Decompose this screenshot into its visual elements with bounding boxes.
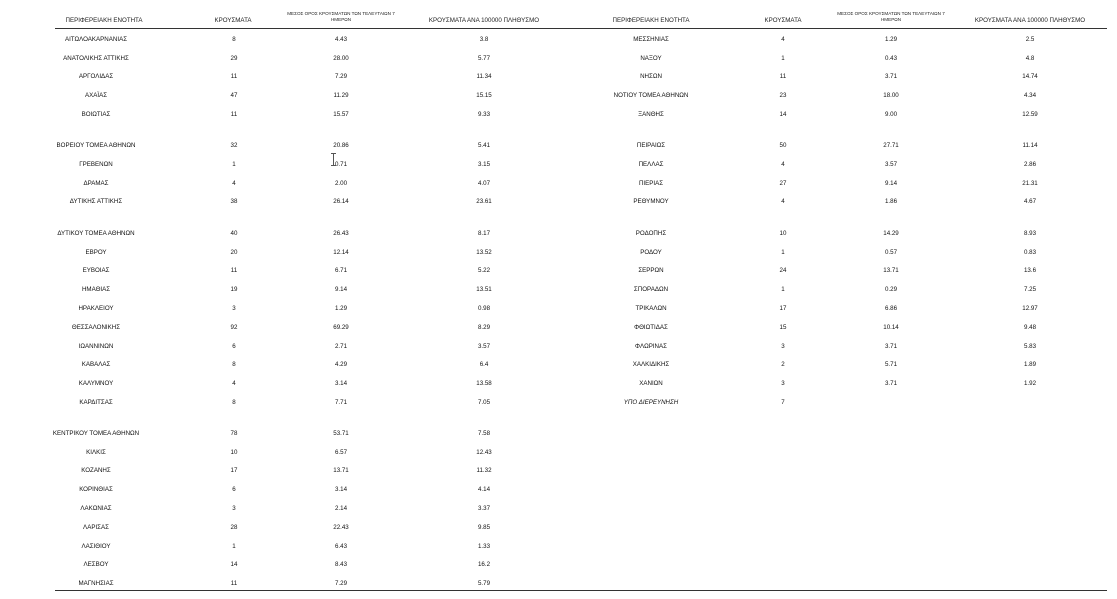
right-row-16-region: ΧΑΛΚΙΔΙΚΗΣ — [632, 361, 670, 368]
left-row-20-per100k: 12.43 — [476, 449, 492, 456]
left-row-23-per100k: 3.37 — [477, 505, 491, 512]
right-row-13-avg7: 6.86 — [884, 305, 898, 312]
left-row-25-cases: 1 — [232, 543, 236, 550]
left-row-22-avg7: 3.14 — [334, 486, 348, 493]
left-row-12-region: ΗΜΑΘΙΑΣ — [81, 286, 111, 293]
left-row-3-per100k: 15.15 — [476, 92, 492, 99]
right-row-1-per100k: 4.8 — [1025, 55, 1035, 62]
right-row-0-region: ΜΕΣΣΗΝΙΑΣ — [633, 36, 669, 43]
left-row-8-per100k: 23.61 — [476, 198, 492, 205]
left-row-10-region: ΕΒΡΟΥ — [85, 249, 107, 256]
left-row-12-cases: 19 — [230, 286, 238, 293]
right-row-18-region: ΥΠΟ ΔΙΕΡΕΥΝΗΣΗ — [623, 399, 679, 406]
left-row-19-region: ΚΕΝΤΡΙΚΟΥ ΤΟΜΕΑ ΑΘΗΝΩΝ — [52, 430, 140, 437]
header-avg-left-line1: ΜΕΣΟΣ ΟΡΟΣ ΚΡΟΥΣΜΑΤΩΝ ΤΩΝ ΤΕΛΕΥΤΑΙΩΝ 7 — [287, 11, 395, 16]
right-row-17-region: ΧΑΝΙΩΝ — [639, 380, 663, 387]
left-row-25-per100k: 1.33 — [477, 543, 491, 550]
left-row-16-per100k: 6.4 — [479, 361, 489, 368]
right-row-11-cases: 24 — [779, 267, 787, 274]
left-row-4-per100k: 9.33 — [477, 111, 491, 118]
left-row-7-per100k: 4.07 — [477, 180, 491, 187]
left-row-21-per100k: 11.32 — [476, 467, 492, 474]
right-row-4-cases: 14 — [779, 111, 787, 118]
left-row-17-avg7: 3.14 — [334, 380, 348, 387]
left-row-15-region: ΙΩΑΝΝΙΝΩΝ — [78, 343, 114, 350]
right-row-4-per100k: 12.59 — [1022, 111, 1038, 118]
left-row-3-avg7: 11.29 — [333, 92, 349, 99]
left-row-5-avg7: 20.86 — [333, 142, 349, 149]
left-row-26-region: ΛΕΣΒΟΥ — [83, 561, 109, 568]
right-row-12-region: ΣΠΟΡΑΔΩΝ — [633, 286, 669, 293]
left-row-7-region: ΔΡΑΜΑΣ — [83, 180, 109, 187]
left-row-19-cases: 78 — [230, 430, 238, 437]
left-row-11-cases: 11 — [230, 267, 238, 274]
left-row-16-avg7: 4.29 — [334, 361, 348, 368]
left-row-11-region: ΕΥΒΟΙΑΣ — [82, 267, 110, 274]
left-row-13-per100k: 0.98 — [477, 305, 491, 312]
right-row-12-per100k: 7.25 — [1023, 286, 1037, 293]
right-row-10-region: ΡΟΔΟΥ — [640, 249, 662, 256]
right-row-6-avg7: 3.57 — [884, 161, 898, 168]
header-avg-right-line1: ΜΕΣΟΣ ΟΡΟΣ ΚΡΟΥΣΜΑΤΩΝ ΤΩΝ ΤΕΛΕΥΤΑΙΩΝ 7 — [837, 11, 945, 16]
left-row-4-region: ΒΟΙΩΤΙΑΣ — [81, 111, 111, 118]
left-row-20-avg7: 6.57 — [334, 449, 348, 456]
header-region-left: ΠΕΡΙΦΕΡΕΙΑΚΗ ΕΝΟΤΗΤΑ — [65, 17, 143, 24]
right-row-11-region: ΣΕΡΡΩΝ — [638, 267, 664, 274]
right-row-7-region: ΠΙΕΡΙΑΣ — [638, 180, 664, 187]
right-row-8-cases: 4 — [781, 198, 785, 205]
right-row-5-cases: 50 — [779, 142, 787, 149]
left-row-26-avg7: 8.43 — [334, 561, 348, 568]
right-row-0-cases: 4 — [781, 36, 785, 43]
left-row-12-avg7: 9.14 — [334, 286, 348, 293]
left-row-14-avg7: 69.29 — [333, 324, 349, 331]
right-row-14-per100k: 9.48 — [1023, 324, 1037, 331]
left-row-0-region: ΑΙΤΩΛΟΑΚΑΡΝΑΝΙΑΣ — [64, 36, 128, 43]
left-row-18-per100k: 7.05 — [477, 399, 491, 406]
right-row-16-avg7: 5.71 — [884, 361, 898, 368]
left-row-25-avg7: 6.43 — [334, 543, 348, 550]
left-row-9-avg7: 26.43 — [333, 230, 349, 237]
right-row-2-per100k: 14.74 — [1022, 73, 1038, 80]
right-row-8-avg7: 1.86 — [884, 198, 898, 205]
right-row-9-per100k: 8.93 — [1023, 230, 1037, 237]
right-row-3-region: ΝΟΤΙΟΥ ΤΟΜΕΑ ΑΘΗΝΩΝ — [613, 92, 689, 99]
right-row-15-cases: 3 — [781, 343, 785, 350]
left-row-0-avg7: 4.43 — [334, 36, 348, 43]
right-row-1-avg7: 0.43 — [884, 55, 898, 62]
left-row-6-region: ΓΡΕΒΕΝΩΝ — [79, 161, 113, 168]
footer-rule — [55, 590, 1107, 591]
left-row-13-avg7: 1.29 — [334, 305, 348, 312]
right-row-16-cases: 2 — [781, 361, 785, 368]
right-row-10-avg7: 0.57 — [884, 249, 898, 256]
left-row-1-per100k: 5.77 — [477, 55, 491, 62]
left-row-18-avg7: 7.71 — [334, 399, 348, 406]
right-row-4-region: ΞΑΝΘΗΣ — [638, 111, 664, 118]
left-row-24-per100k: 9.85 — [477, 524, 491, 531]
left-row-21-cases: 17 — [230, 467, 238, 474]
right-row-9-cases: 10 — [779, 230, 787, 237]
left-row-12-per100k: 13.51 — [476, 286, 492, 293]
right-row-12-avg7: 0.29 — [884, 286, 898, 293]
left-row-15-per100k: 3.57 — [477, 343, 491, 350]
left-row-4-avg7: 15.57 — [333, 111, 349, 118]
header-avg-right-line2: ΗΜΕΡΩΝ — [880, 17, 902, 22]
right-row-6-per100k: 2.86 — [1023, 161, 1037, 168]
left-row-10-avg7: 12.14 — [333, 249, 349, 256]
right-row-2-avg7: 3.71 — [884, 73, 898, 80]
left-row-15-avg7: 2.71 — [334, 343, 348, 350]
right-row-1-region: ΝΑΞΟΥ — [640, 55, 662, 62]
right-row-13-cases: 17 — [779, 305, 787, 312]
left-row-20-cases: 10 — [230, 449, 238, 456]
left-row-2-avg7: 7.29 — [334, 73, 348, 80]
right-row-7-per100k: 21.31 — [1022, 180, 1038, 187]
text-cursor-icon — [330, 153, 337, 166]
right-row-10-cases: 1 — [781, 249, 785, 256]
header-cases-left: ΚΡΟΥΣΜΑΤΑ — [214, 17, 252, 24]
left-row-9-cases: 40 — [230, 230, 238, 237]
left-row-27-region: ΜΑΓΝΗΣΙΑΣ — [78, 580, 114, 587]
right-row-3-per100k: 4.34 — [1023, 92, 1037, 99]
left-row-23-cases: 3 — [232, 505, 236, 512]
right-row-14-avg7: 10.14 — [883, 324, 899, 331]
left-row-18-cases: 8 — [232, 399, 236, 406]
right-row-8-per100k: 4.67 — [1023, 198, 1037, 205]
right-row-14-cases: 15 — [779, 324, 787, 331]
left-row-23-avg7: 2.14 — [334, 505, 348, 512]
left-row-5-region: ΒΟΡΕΙΟΥ ΤΟΜΕΑ ΑΘΗΝΩΝ — [56, 142, 136, 149]
left-row-27-avg7: 7.29 — [334, 580, 348, 587]
left-row-10-cases: 20 — [230, 249, 238, 256]
left-row-23-region: ΛΑΚΩΝΙΑΣ — [80, 505, 112, 512]
right-row-6-region: ΠΕΛΛΑΣ — [638, 161, 664, 168]
right-row-8-region: ΡΕΘΥΜΝΟΥ — [633, 198, 669, 205]
right-row-7-cases: 27 — [779, 180, 787, 187]
right-row-15-avg7: 3.71 — [884, 343, 898, 350]
left-row-26-cases: 14 — [230, 561, 238, 568]
left-row-2-region: ΑΡΓΟΛΙΔΑΣ — [78, 73, 114, 80]
left-row-11-per100k: 5.22 — [477, 267, 491, 274]
left-row-5-cases: 32 — [230, 142, 238, 149]
left-row-4-cases: 11 — [230, 111, 238, 118]
left-row-6-avg7: 0.71 — [334, 161, 348, 168]
header-avg-left-line2: ΗΜΕΡΩΝ — [330, 17, 352, 22]
header-region-right: ΠΕΡΙΦΕΡΕΙΑΚΗ ΕΝΟΤΗΤΑ — [612, 17, 690, 24]
right-row-15-region: ΦΛΩΡΙΝΑΣ — [635, 343, 667, 350]
right-row-5-region: ΠΕΙΡΑΙΩΣ — [636, 142, 666, 149]
left-row-9-region: ΔΥΤΙΚΟΥ ΤΟΜΕΑ ΑΘΗΝΩΝ — [57, 230, 135, 237]
right-row-5-per100k: 11.14 — [1022, 142, 1038, 149]
right-row-3-avg7: 18.00 — [883, 92, 899, 99]
left-row-1-cases: 29 — [230, 55, 238, 62]
left-row-25-region: ΛΑΣΙΘΙΟΥ — [81, 543, 111, 550]
right-row-17-avg7: 3.71 — [884, 380, 898, 387]
left-row-8-avg7: 26.14 — [333, 198, 349, 205]
left-row-22-per100k: 4.14 — [477, 486, 491, 493]
right-row-14-region: ΦΘΙΩΤΙΔΑΣ — [634, 324, 668, 331]
left-row-27-cases: 11 — [230, 580, 238, 587]
left-row-16-region: ΚΑΒΑΛΑΣ — [81, 361, 111, 368]
left-row-6-per100k: 3.15 — [477, 161, 491, 168]
right-row-13-region: ΤΡΙΚΑΛΩΝ — [635, 305, 667, 312]
right-row-9-avg7: 14.29 — [883, 230, 899, 237]
left-row-16-cases: 8 — [232, 361, 236, 368]
left-row-21-avg7: 13.71 — [333, 467, 349, 474]
right-row-2-cases: 11 — [779, 73, 787, 80]
left-row-13-cases: 3 — [232, 305, 236, 312]
right-row-0-per100k: 2.5 — [1025, 36, 1035, 43]
left-row-2-cases: 11 — [230, 73, 238, 80]
left-row-17-region: ΚΑΛΥΜΝΟΥ — [78, 380, 114, 387]
right-row-17-cases: 3 — [781, 380, 785, 387]
header-per100k-right: ΚΡΟΥΣΜΑΤΑ ΑΝΑ 100000 ΠΛΗΘΥΣΜΟ — [974, 17, 1086, 24]
header-per100k-left: ΚΡΟΥΣΜΑΤΑ ΑΝΑ 100000 ΠΛΗΘΥΣΜΟ — [428, 17, 540, 24]
left-row-24-region: ΛΑΡΙΣΑΣ — [83, 524, 109, 531]
left-row-19-avg7: 53.71 — [333, 430, 349, 437]
right-row-12-cases: 1 — [781, 286, 785, 293]
left-row-8-cases: 38 — [230, 198, 238, 205]
right-row-7-avg7: 9.14 — [884, 180, 898, 187]
left-row-21-region: ΚΟΖΑΝΗΣ — [81, 467, 111, 474]
left-row-19-per100k: 7.58 — [477, 430, 491, 437]
left-row-0-cases: 8 — [232, 36, 236, 43]
left-row-8-region: ΔΥΤΙΚΗΣ ΑΤΤΙΚΗΣ — [69, 198, 123, 205]
left-row-14-region: ΘΕΣΣΑΛΟΝΙΚΗΣ — [71, 324, 121, 331]
left-row-10-per100k: 13.52 — [476, 249, 492, 256]
right-row-13-per100k: 12.97 — [1022, 305, 1038, 312]
right-row-15-per100k: 5.83 — [1023, 343, 1037, 350]
header-cases-right: ΚΡΟΥΣΜΑΤΑ — [764, 17, 802, 24]
left-row-17-cases: 4 — [232, 380, 236, 387]
left-row-5-per100k: 5.41 — [477, 142, 491, 149]
right-row-16-per100k: 1.89 — [1023, 361, 1037, 368]
left-row-6-cases: 1 — [232, 161, 236, 168]
right-row-3-cases: 23 — [779, 92, 787, 99]
header-rule — [55, 28, 1107, 29]
left-row-27-per100k: 5.79 — [477, 580, 491, 587]
left-row-15-cases: 6 — [232, 343, 236, 350]
left-row-14-per100k: 8.29 — [477, 324, 491, 331]
left-row-11-avg7: 6.71 — [334, 267, 348, 274]
left-row-20-region: ΚΙΛΚΙΣ — [86, 449, 106, 456]
left-row-7-avg7: 2.00 — [334, 180, 348, 187]
left-row-22-cases: 6 — [232, 486, 236, 493]
right-row-9-region: ΡΟΔΟΠΗΣ — [635, 230, 667, 237]
left-row-9-per100k: 8.17 — [477, 230, 491, 237]
left-row-17-per100k: 13.58 — [476, 380, 492, 387]
right-row-10-per100k: 0.83 — [1023, 249, 1037, 256]
right-row-11-per100k: 13.6 — [1023, 267, 1037, 274]
right-row-18-cases: 7 — [781, 399, 785, 406]
right-row-1-cases: 1 — [781, 55, 785, 62]
right-row-0-avg7: 1.29 — [884, 36, 898, 43]
left-row-24-cases: 28 — [230, 524, 238, 531]
right-row-4-avg7: 9.00 — [884, 111, 898, 118]
left-row-1-region: ΑΝΑΤΟΛΙΚΗΣ ΑΤΤΙΚΗΣ — [63, 55, 129, 62]
right-row-6-cases: 4 — [781, 161, 785, 168]
left-row-7-cases: 4 — [232, 180, 236, 187]
left-row-3-cases: 47 — [230, 92, 238, 99]
right-row-17-per100k: 1.92 — [1023, 380, 1037, 387]
left-row-18-region: ΚΑΡΔΙΤΣΑΣ — [79, 399, 113, 406]
left-row-1-avg7: 28.00 — [333, 55, 349, 62]
left-row-26-per100k: 16.2 — [477, 561, 491, 568]
left-row-0-per100k: 3.8 — [479, 36, 489, 43]
left-row-24-avg7: 22.43 — [333, 524, 349, 531]
left-row-3-region: ΑΧΑΪΑΣ — [84, 92, 108, 99]
right-row-2-region: ΝΗΣΩΝ — [640, 73, 662, 80]
left-row-2-per100k: 11.34 — [476, 73, 492, 80]
right-row-11-avg7: 13.71 — [883, 267, 899, 274]
left-row-14-cases: 92 — [230, 324, 238, 331]
right-row-5-avg7: 27.71 — [883, 142, 899, 149]
left-row-22-region: ΚΟΡΙΝΘΙΑΣ — [79, 486, 113, 493]
left-row-13-region: ΗΡΑΚΛΕΙΟΥ — [78, 305, 114, 312]
